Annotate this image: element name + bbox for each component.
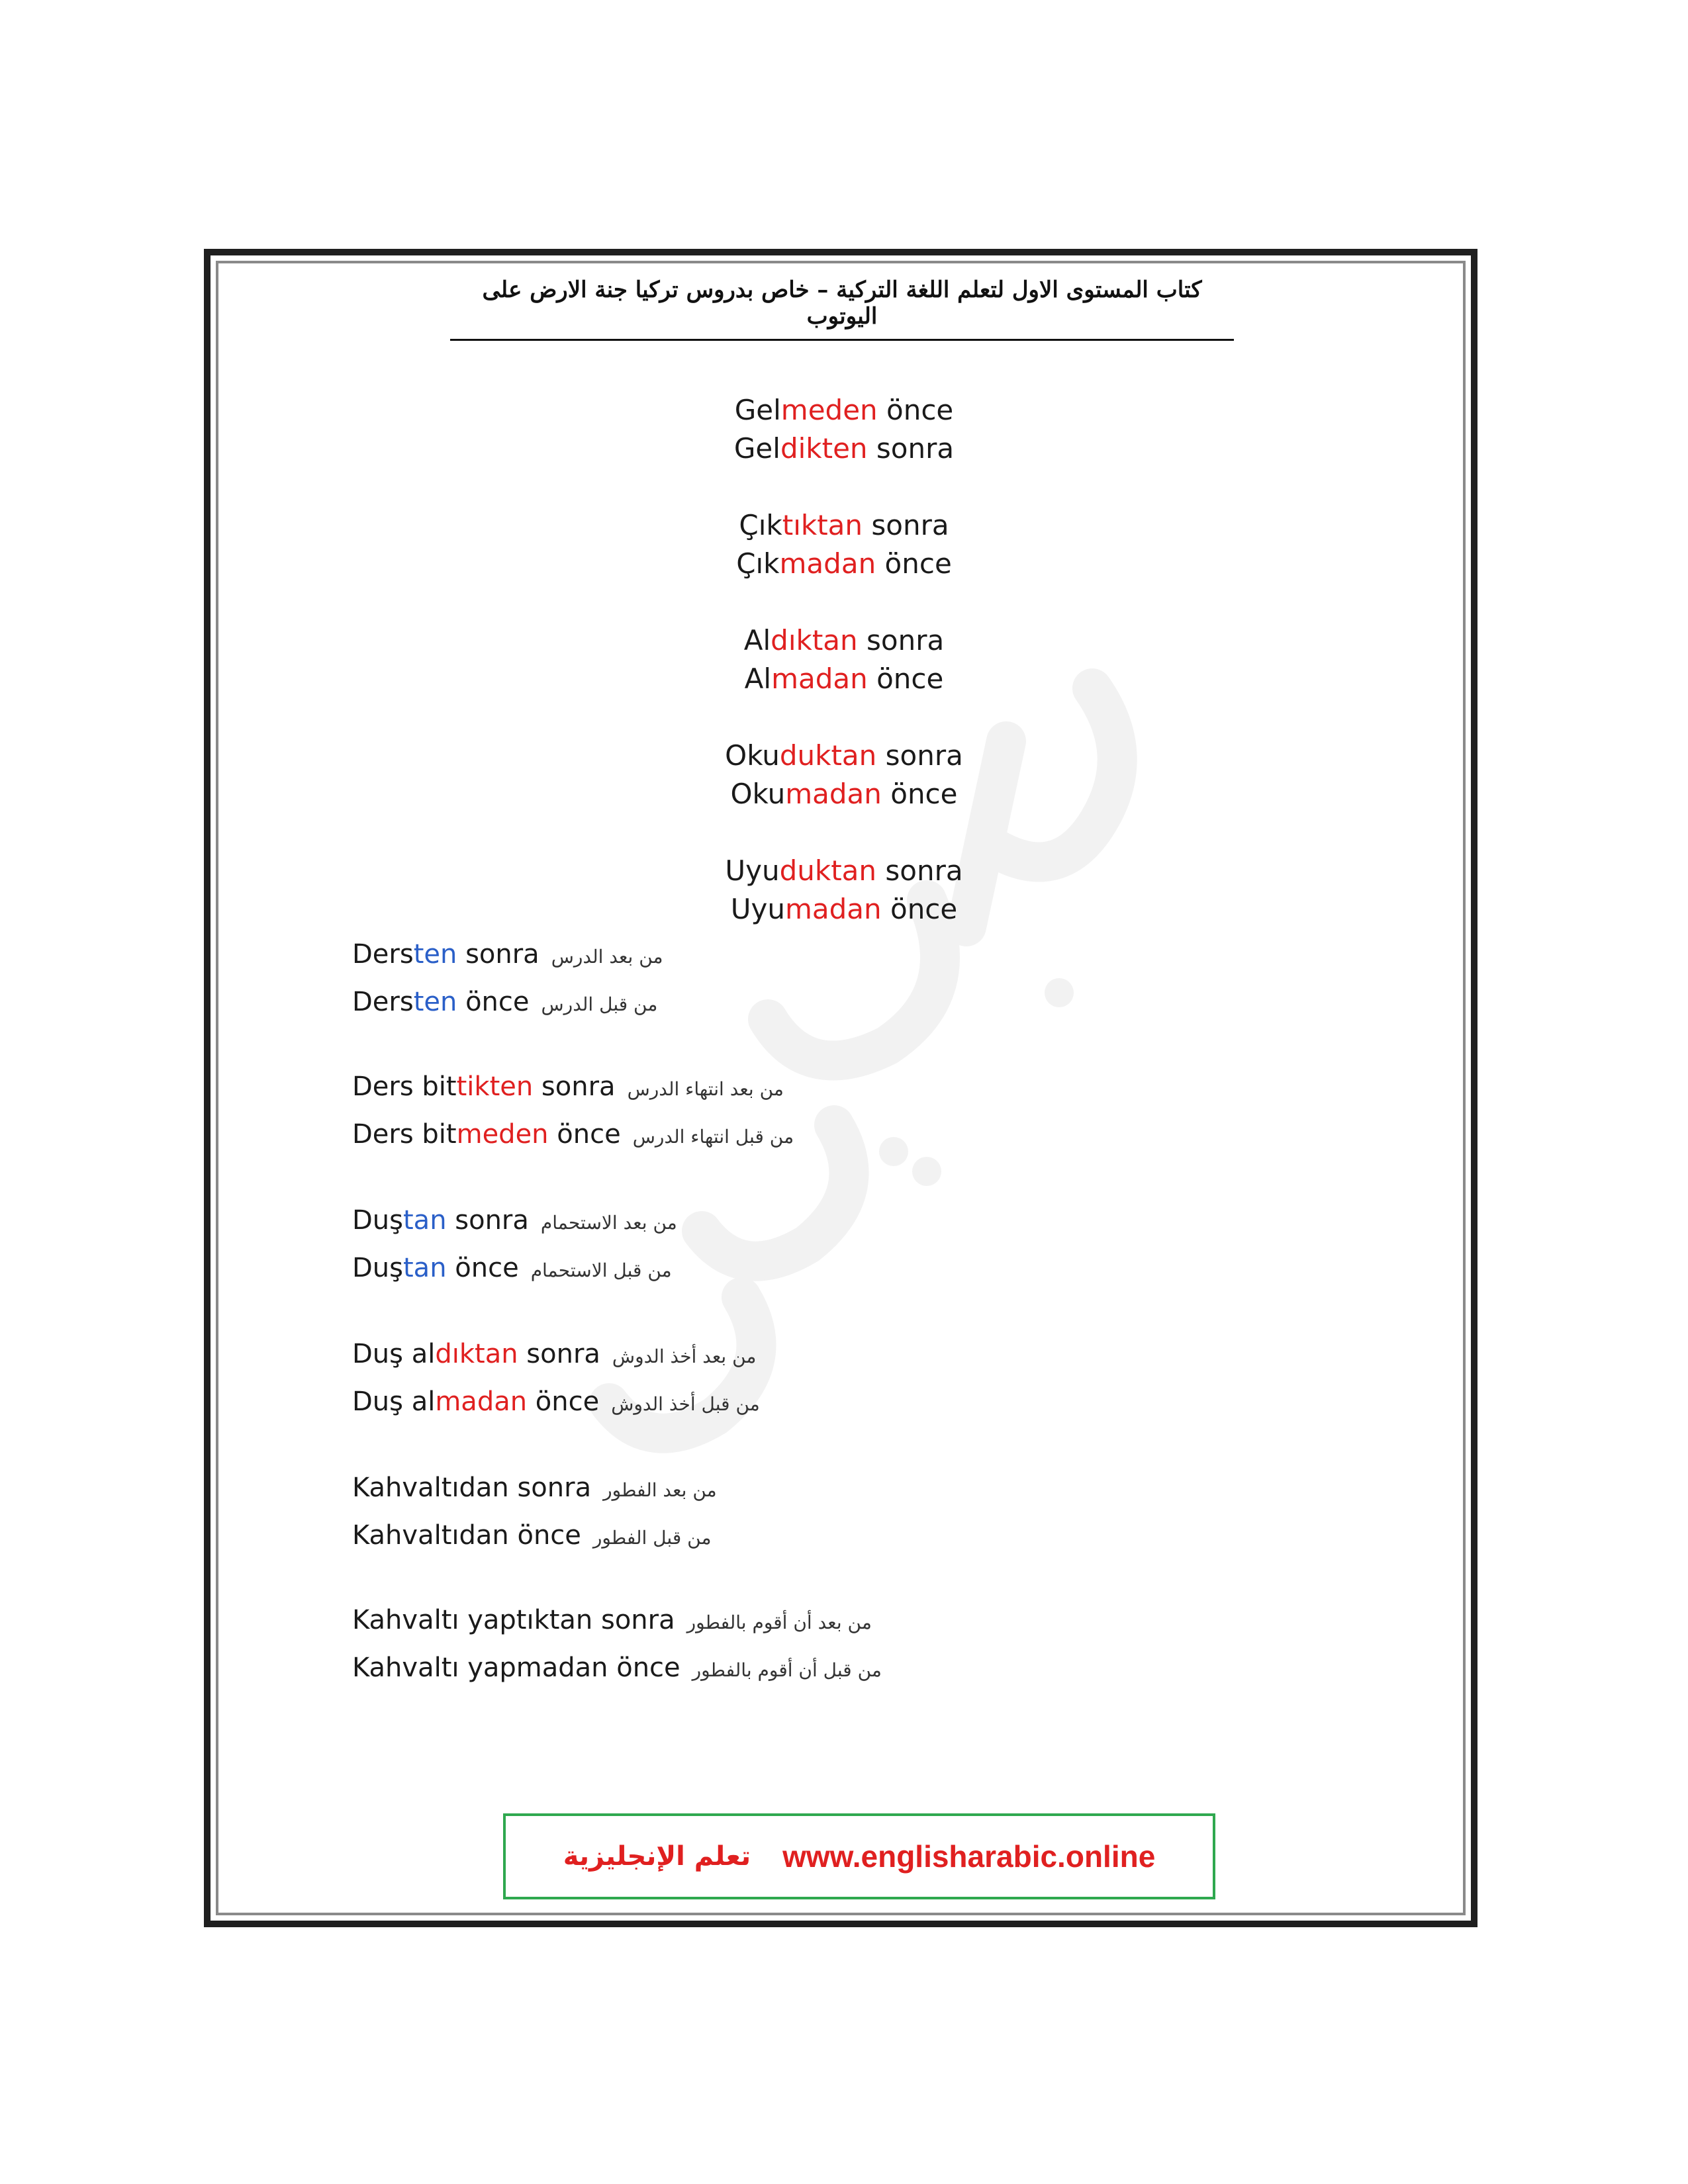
time-word: sonra xyxy=(863,509,949,541)
stem-text: Ders bit xyxy=(352,1071,457,1102)
suffix-text: ten xyxy=(413,987,457,1017)
suffix-text: tan xyxy=(403,1253,447,1283)
time-word: sonra xyxy=(592,1605,675,1635)
phrase-line xyxy=(352,983,657,1023)
suffix-text: madan xyxy=(435,1387,528,1417)
arabic-translation: من بعد انتهاء الدرس xyxy=(627,1078,784,1100)
time-word: önce xyxy=(877,394,954,426)
arabic-translation: من بعد الفطور xyxy=(603,1479,717,1501)
time-word: önce xyxy=(608,1653,680,1683)
centered-line xyxy=(0,852,1688,889)
suffix-text: dıktan xyxy=(771,624,858,657)
time-word: sonra xyxy=(867,432,955,465)
arabic-translation: من قبل الفطور xyxy=(592,1527,712,1549)
arabic-translation: من قبل الدرس xyxy=(541,993,658,1015)
stem-text: Duş al xyxy=(352,1339,436,1369)
centered-line xyxy=(0,507,1688,544)
centered-line xyxy=(0,392,1688,429)
phrase-line xyxy=(352,1202,677,1242)
stem-text: Kahvaltıdan xyxy=(352,1473,509,1503)
time-word: sonra xyxy=(876,739,963,772)
stem-text: Gel xyxy=(733,432,780,465)
stem-text: Al xyxy=(744,662,772,695)
stem-text: Duş xyxy=(352,1205,403,1236)
stem-text: Duş al xyxy=(352,1387,436,1417)
stem-text: Duş xyxy=(352,1253,403,1283)
time-word: sonra xyxy=(857,624,945,657)
suffix-text: duktan xyxy=(779,854,877,887)
arabic-translation: من بعد أخذ الدوش xyxy=(612,1345,757,1367)
suffix-text: duktan xyxy=(779,739,877,772)
time-word: önce xyxy=(457,987,530,1017)
phrase-line xyxy=(352,1068,784,1108)
arabic-translation: من قبل أخذ الدوش xyxy=(611,1393,760,1415)
time-word: önce xyxy=(527,1387,600,1417)
arabic-translation: من بعد الاستحمام xyxy=(540,1212,677,1234)
suffix-text: meden xyxy=(780,394,878,426)
time-word: önce xyxy=(446,1253,519,1283)
stem-text: Oku xyxy=(725,739,780,772)
arabic-translation: من قبل أن أقوم بالفطور xyxy=(692,1659,882,1681)
suffix-text: tan xyxy=(403,1205,447,1236)
stem-text: Ders xyxy=(352,987,414,1017)
suffix-text: dikten xyxy=(780,432,868,465)
centered-line xyxy=(0,737,1688,774)
suffix-text: meden xyxy=(456,1119,549,1150)
phrase-line xyxy=(352,1383,760,1423)
time-word: önce xyxy=(548,1119,621,1150)
suffix-text: madan xyxy=(771,662,868,695)
centered-line xyxy=(0,430,1688,467)
phrase-line xyxy=(352,936,663,976)
suffix-text: tikten xyxy=(456,1071,534,1102)
footer-arabic-text: تعلم الإنجليزية xyxy=(563,1841,751,1872)
time-word: sonra xyxy=(533,1071,616,1102)
time-word: önce xyxy=(881,778,958,810)
phrase-line xyxy=(352,1116,794,1156)
arabic-translation: من بعد أن أقوم بالفطور xyxy=(686,1612,872,1633)
stem-text: Al xyxy=(743,624,771,657)
time-word: önce xyxy=(881,893,958,925)
arabic-translation: من قبل الاستحمام xyxy=(530,1259,672,1281)
stem-text: Uyu xyxy=(725,854,780,887)
centered-line xyxy=(0,891,1688,928)
phrase-line xyxy=(352,1649,882,1689)
suffix-text: dıktan xyxy=(435,1339,518,1369)
time-word: sonra xyxy=(876,854,963,887)
suffix-text: tıktan xyxy=(782,509,863,541)
stem-text: Çık xyxy=(736,547,780,580)
phrase-line xyxy=(352,1469,717,1509)
phrase-line xyxy=(352,1336,756,1375)
page-title: كتاب المستوى الاول لتعلم اللغة التركية – خاص بدروس تركيا جنة الارض على اليوتوب xyxy=(450,277,1234,341)
arabic-translation: من قبل انتهاء الدرس xyxy=(632,1126,794,1148)
stem-text: Oku xyxy=(730,778,786,810)
time-word: sonra xyxy=(518,1339,600,1369)
time-word: sonra xyxy=(457,939,539,970)
stem-text: Kahvaltıdan xyxy=(352,1520,509,1551)
stem-text: Çık xyxy=(739,509,782,541)
arabic-translation: من بعد الدرس xyxy=(551,946,663,968)
footer-banner xyxy=(503,1813,1215,1899)
suffix-text: madan xyxy=(785,778,882,810)
time-word: sonra xyxy=(508,1473,592,1503)
stem-text: Kahvaltı yaptıktan xyxy=(352,1605,593,1635)
phrase-line xyxy=(352,1602,872,1641)
time-word: sonra xyxy=(446,1205,529,1236)
stem-text: Gel xyxy=(734,394,781,426)
time-word: önce xyxy=(508,1520,581,1551)
centered-line xyxy=(0,776,1688,813)
centered-line xyxy=(0,622,1688,659)
stem-text: Uyu xyxy=(730,893,785,925)
phrase-line xyxy=(352,1517,711,1557)
phrase-line xyxy=(352,1250,672,1289)
centered-line xyxy=(0,660,1688,698)
time-word: önce xyxy=(876,547,952,580)
centered-line xyxy=(0,545,1688,582)
footer-url-link[interactable]: www.englisharabic.online xyxy=(782,1839,1156,1874)
stem-text: Ders xyxy=(352,939,414,970)
stem-text: Ders bit xyxy=(352,1119,457,1150)
stem-text: Kahvaltı yapmadan xyxy=(352,1653,608,1683)
suffix-text: ten xyxy=(413,939,457,970)
time-word: önce xyxy=(867,662,944,695)
suffix-text: madan xyxy=(779,547,876,580)
suffix-text: madan xyxy=(784,893,882,925)
